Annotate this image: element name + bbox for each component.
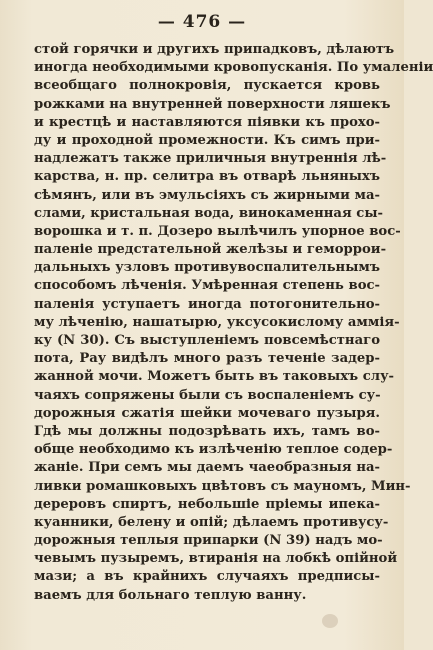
text-line: ду и проходной промежности. Къ симъ при- (34, 132, 380, 148)
text-line: рожками на внутренней поверхности ляшекъ (34, 96, 391, 112)
text-line: жанной мочи. Можетъ быть въ таковыхъ слу- (34, 369, 395, 385)
text-line: дорожныя теплыя припарки (N 39) надъ мо- (34, 533, 383, 549)
text-line: жаніе. При семъ мы даемъ чаеобразныя на- (34, 460, 380, 476)
text-line: чевымъ пузыремъ, втиранія на лобкѣ опійной (34, 551, 398, 567)
text-line: пота, Рау видѣлъ много разъ теченіе задер- (34, 351, 380, 367)
text-line: слами, кристальная вода, винокаменная сы- (34, 205, 384, 221)
text-line: всеобщаго полнокровія, пускается кровь (34, 78, 380, 94)
page-number: — 476 — (157, 12, 247, 32)
text-line: паленіе предстательной желѣзы и геморрои- (34, 242, 387, 258)
text-line: ливки ромашковыхъ цвѣтовъ съ мауномъ, Мин- (34, 478, 411, 494)
text-line: ворошка и т. п. Дозеро вылѣчилъ упорное вос- (34, 223, 401, 239)
text-line: дереровъ спиртъ, небольшіе пріемы ипека- (34, 496, 380, 512)
text-line: му лѣченію, нашатырю, уксусокислому аммія- (34, 314, 400, 330)
text-line: иногда необходимыми кровопусканія. По умаленіи (34, 60, 433, 76)
text-line: паленія уступаетъ иногда потогонительно- (34, 296, 380, 312)
paper-stain (322, 614, 338, 628)
text-line: и крестцѣ и наставляются піявки къ прохо- (34, 114, 380, 130)
text-line: обще необходимо къ излѣченію теплое содер- (34, 442, 393, 458)
text-line: дорожныя сжатія шейки мочеваго пузыря. (34, 405, 380, 421)
text-line: куанники, белену и опій; дѣлаемъ противусу- (34, 514, 389, 530)
text-line: ваемъ для больнаго теплую ванну. (34, 587, 307, 603)
text-line: способомъ лѣченія. Умѣренная степень вос- (34, 278, 380, 294)
text-line: чаяхъ сопряжены были съ воспаленіемъ су- (34, 387, 381, 403)
text-line: надлежатъ также приличныя внутреннія лѣ- (34, 151, 387, 167)
text-line: карства, н. пр. селитра въ отварѣ льняныхъ (34, 169, 380, 185)
text-line: Гдѣ мы должны подозрѣвать ихъ, тамъ во- (34, 423, 380, 439)
text-line: сѣмянъ, или въ эмульсіяхъ съ жирными ма- (34, 187, 380, 203)
text-line: стой горячки и другихъ припадковъ, дѣлаютъ (34, 42, 395, 57)
text-line: дальныхъ узловъ противувоспалительнымъ (34, 260, 380, 276)
body-text (34, 41, 433, 605)
text-line: ку (N 30). Съ выступленіемъ повсемѣстнаго (34, 333, 380, 348)
text-line: мази; а въ крайнихъ случаяхъ предписы- (34, 569, 380, 585)
